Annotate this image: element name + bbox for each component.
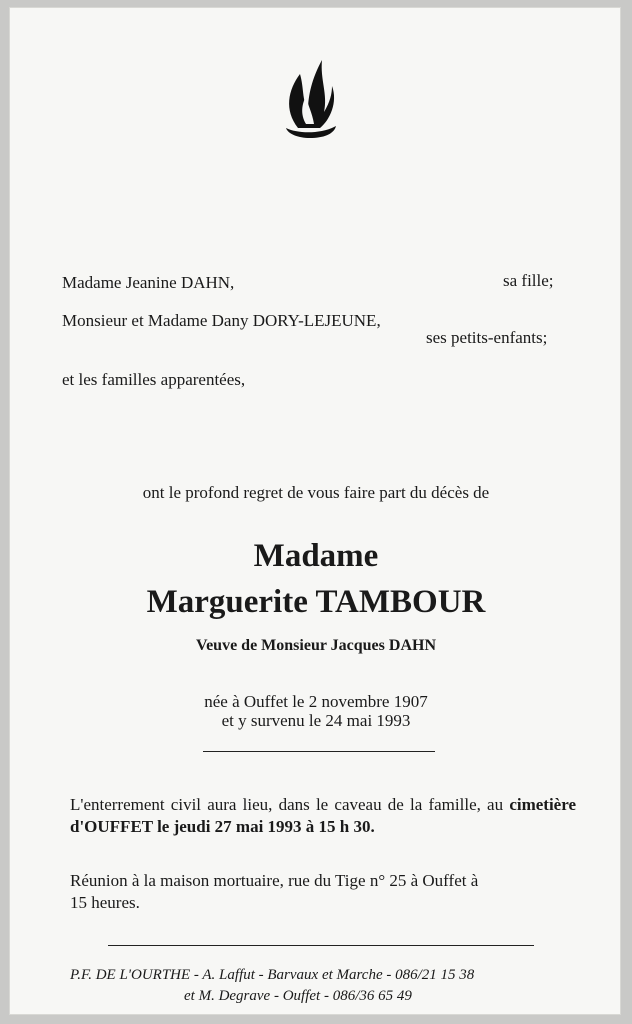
family-line1-name: Madame Jeanine DAHN, — [62, 273, 235, 292]
reunion-paragraph — [70, 870, 576, 914]
deceased-name: Marguerite TAMBOUR — [146, 584, 486, 620]
family-line2-relation: ses petits-enfants; — [426, 328, 548, 347]
flame-emblem-icon — [278, 50, 342, 142]
announcement-text: ont le profond regret de vous faire part du décès de — [142, 483, 490, 502]
deceased-title: Madame — [253, 538, 379, 574]
footer-line1: P.F. DE L'OURTHE - A. Laffut - Barvaux et Marche - 086/21 15 38 — [70, 967, 475, 983]
family-line3: et les familles apparentées, — [62, 370, 246, 389]
death-text: et y survenu le 24 mai 1993 — [221, 711, 411, 730]
reunion-line2: 15 heures. — [70, 893, 140, 912]
divider-long — [108, 945, 534, 946]
footer-line2: et M. Degrave - Ouffet - 086/36 65 49 — [184, 988, 412, 1004]
widow-of-text: Veuve de Monsieur Jacques DAHN — [195, 637, 436, 654]
birth-text: née à Ouffet le 2 novembre 1907 — [204, 692, 428, 711]
family-line1-relation: sa fille; — [503, 271, 554, 290]
funeral-date-bold: cimetière d'OUFFET le jeudi 27 mai 1993 à 15 h 30. — [70, 795, 577, 836]
divider-short — [203, 751, 435, 752]
obituary-card — [9, 7, 621, 1015]
family-line2-name: Monsieur et Madame Dany DORY-LEJEUNE, — [62, 311, 381, 330]
funeral-text: L'enterrement civil aura lieu, dans le caveau de la famille, au — [70, 795, 504, 814]
funeral-paragraph — [70, 794, 576, 838]
reunion-line1: Réunion à la maison mortuaire, rue du Tige n° 25 à Ouffet à — [70, 871, 479, 890]
